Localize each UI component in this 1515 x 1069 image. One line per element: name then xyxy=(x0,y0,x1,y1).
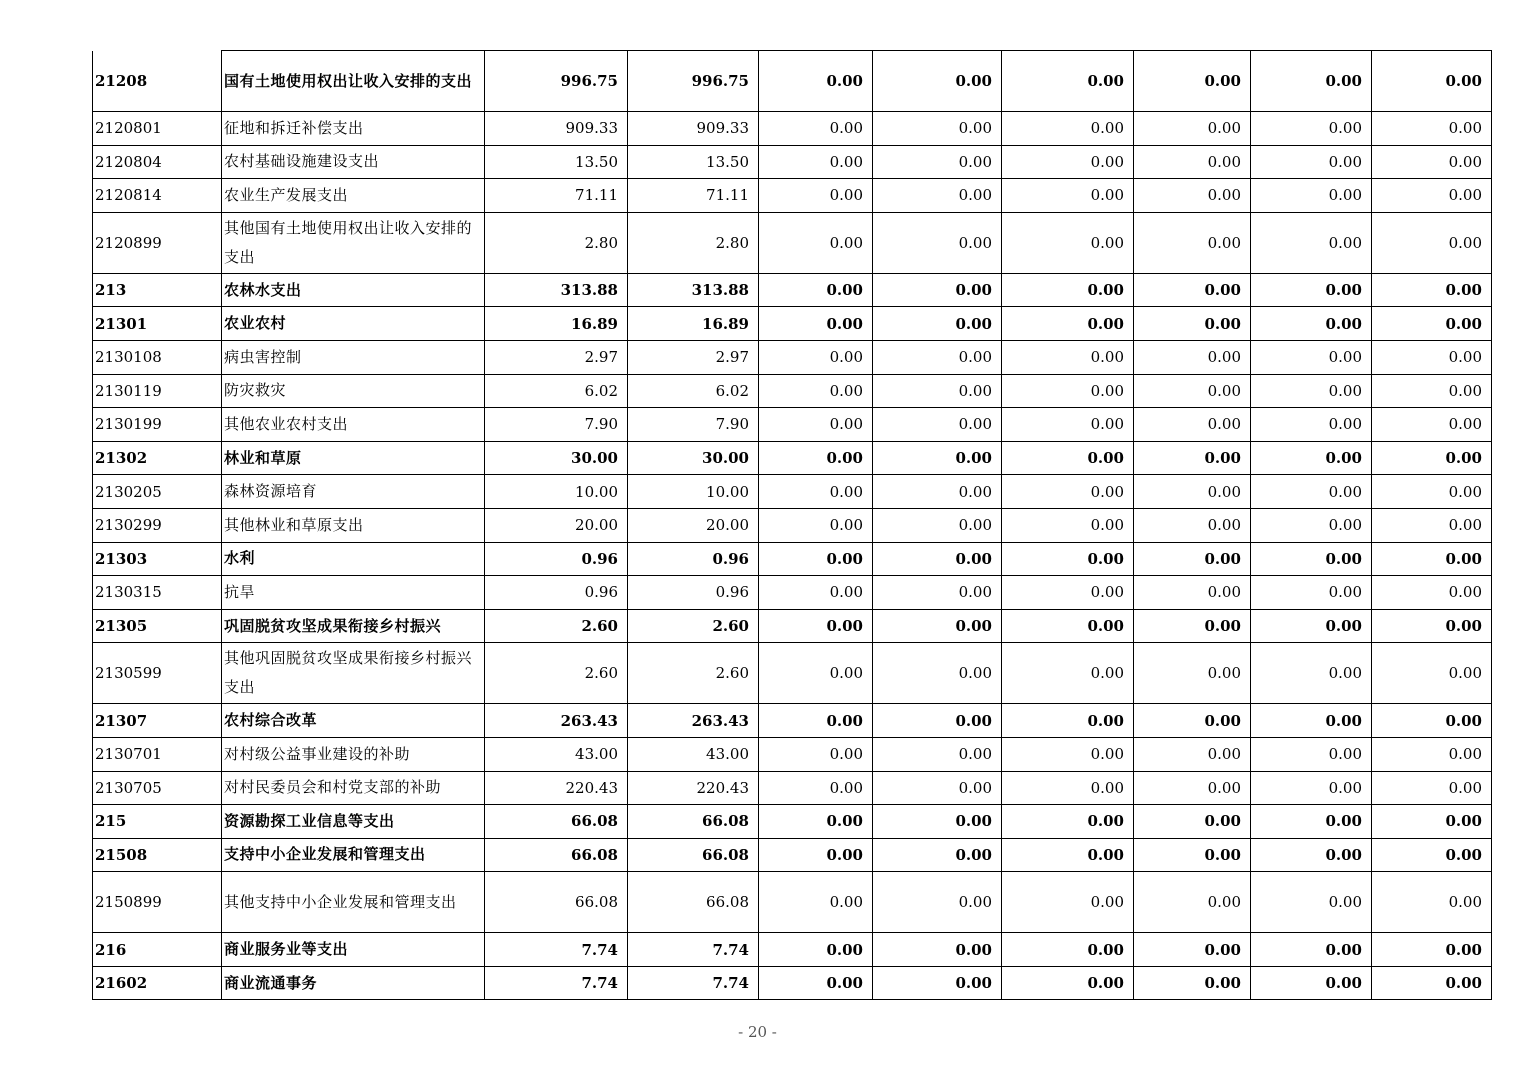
amount-cell-8: 0.00 xyxy=(1372,145,1492,179)
amount-cell-6: 0.00 xyxy=(1134,933,1251,967)
amount-cell-4: 0.00 xyxy=(873,273,1002,307)
subject-code-cell: 21301 xyxy=(93,307,222,341)
table-row xyxy=(93,872,1492,933)
amount-cell-8: 0.00 xyxy=(1372,609,1492,643)
table-row xyxy=(93,933,1492,967)
subject-code-cell: 2130701 xyxy=(93,737,222,771)
amount-cell-8: 0.00 xyxy=(1372,273,1492,307)
amount-cell-1: 2.97 xyxy=(485,340,628,374)
amount-cell-2: 909.33 xyxy=(628,112,759,146)
amount-cell-2: 7.90 xyxy=(628,408,759,442)
subject-name-cell: 抗旱 xyxy=(222,576,485,610)
amount-cell-3: 0.00 xyxy=(759,51,873,112)
table-body xyxy=(93,51,1492,1000)
subject-code-cell: 2120804 xyxy=(93,145,222,179)
amount-cell-3: 0.00 xyxy=(759,374,873,408)
amount-cell-4: 0.00 xyxy=(873,307,1002,341)
amount-cell-3: 0.00 xyxy=(759,212,873,273)
amount-cell-4: 0.00 xyxy=(873,643,1002,704)
amount-cell-6: 0.00 xyxy=(1134,737,1251,771)
amount-cell-3: 0.00 xyxy=(759,475,873,509)
amount-cell-8: 0.00 xyxy=(1372,51,1492,112)
amount-cell-4: 0.00 xyxy=(873,542,1002,576)
amount-cell-8: 0.00 xyxy=(1372,704,1492,738)
amount-cell-6: 0.00 xyxy=(1134,179,1251,213)
amount-cell-7: 0.00 xyxy=(1251,771,1372,805)
table-row xyxy=(93,542,1492,576)
amount-cell-3: 0.00 xyxy=(759,643,873,704)
subject-code-cell: 2130299 xyxy=(93,508,222,542)
amount-cell-5: 0.00 xyxy=(1002,212,1134,273)
amount-cell-2: 43.00 xyxy=(628,737,759,771)
amount-cell-3: 0.00 xyxy=(759,273,873,307)
budget-table xyxy=(92,50,1492,1000)
amount-cell-7: 0.00 xyxy=(1251,872,1372,933)
amount-cell-1: 909.33 xyxy=(485,112,628,146)
subject-code-cell: 21208 xyxy=(93,51,222,112)
amount-cell-5: 0.00 xyxy=(1002,475,1134,509)
amount-cell-4: 0.00 xyxy=(873,475,1002,509)
amount-cell-6: 0.00 xyxy=(1134,576,1251,610)
amount-cell-3: 0.00 xyxy=(759,966,873,1000)
table-row xyxy=(93,51,1492,112)
amount-cell-7: 0.00 xyxy=(1251,408,1372,442)
amount-cell-1: 7.74 xyxy=(485,966,628,1000)
amount-cell-7: 0.00 xyxy=(1251,112,1372,146)
amount-cell-3: 0.00 xyxy=(759,771,873,805)
subject-name-cell: 其他巩固脱贫攻坚成果衔接乡村振兴支出 xyxy=(222,643,485,704)
amount-cell-4: 0.00 xyxy=(873,441,1002,475)
amount-cell-5: 0.00 xyxy=(1002,340,1134,374)
table-row xyxy=(93,609,1492,643)
amount-cell-2: 220.43 xyxy=(628,771,759,805)
amount-cell-7: 0.00 xyxy=(1251,475,1372,509)
amount-cell-4: 0.00 xyxy=(873,872,1002,933)
subject-name-cell: 农业农村 xyxy=(222,307,485,341)
table-row xyxy=(93,576,1492,610)
amount-cell-1: 66.08 xyxy=(485,872,628,933)
amount-cell-4: 0.00 xyxy=(873,576,1002,610)
amount-cell-4: 0.00 xyxy=(873,112,1002,146)
amount-cell-5: 0.00 xyxy=(1002,737,1134,771)
amount-cell-5: 0.00 xyxy=(1002,872,1134,933)
table-row xyxy=(93,112,1492,146)
subject-name-cell: 资源勘探工业信息等支出 xyxy=(222,805,485,839)
amount-cell-3: 0.00 xyxy=(759,441,873,475)
subject-name-cell: 林业和草原 xyxy=(222,441,485,475)
amount-cell-8: 0.00 xyxy=(1372,643,1492,704)
amount-cell-7: 0.00 xyxy=(1251,508,1372,542)
amount-cell-4: 0.00 xyxy=(873,508,1002,542)
amount-cell-5: 0.00 xyxy=(1002,643,1134,704)
subject-code-cell: 2120814 xyxy=(93,179,222,213)
amount-cell-4: 0.00 xyxy=(873,212,1002,273)
amount-cell-2: 10.00 xyxy=(628,475,759,509)
page-number: - 20 - xyxy=(738,1023,777,1041)
amount-cell-6: 0.00 xyxy=(1134,771,1251,805)
amount-cell-8: 0.00 xyxy=(1372,307,1492,341)
amount-cell-2: 2.80 xyxy=(628,212,759,273)
subject-name-cell: 商业服务业等支出 xyxy=(222,933,485,967)
amount-cell-8: 0.00 xyxy=(1372,112,1492,146)
subject-name-cell: 其他农业农村支出 xyxy=(222,408,485,442)
amount-cell-2: 2.60 xyxy=(628,609,759,643)
amount-cell-1: 263.43 xyxy=(485,704,628,738)
subject-name-cell: 其他支持中小企业发展和管理支出 xyxy=(222,872,485,933)
amount-cell-4: 0.00 xyxy=(873,966,1002,1000)
amount-cell-1: 7.74 xyxy=(485,933,628,967)
amount-cell-1: 13.50 xyxy=(485,145,628,179)
amount-cell-3: 0.00 xyxy=(759,737,873,771)
amount-cell-7: 0.00 xyxy=(1251,179,1372,213)
amount-cell-8: 0.00 xyxy=(1372,408,1492,442)
amount-cell-3: 0.00 xyxy=(759,933,873,967)
subject-name-cell: 对村民委员会和村党支部的补助 xyxy=(222,771,485,805)
amount-cell-2: 7.74 xyxy=(628,933,759,967)
amount-cell-4: 0.00 xyxy=(873,609,1002,643)
amount-cell-4: 0.00 xyxy=(873,374,1002,408)
table-row xyxy=(93,408,1492,442)
amount-cell-5: 0.00 xyxy=(1002,704,1134,738)
subject-name-cell: 病虫害控制 xyxy=(222,340,485,374)
amount-cell-3: 0.00 xyxy=(759,179,873,213)
subject-name-cell: 对村级公益事业建设的补助 xyxy=(222,737,485,771)
amount-cell-5: 0.00 xyxy=(1002,145,1134,179)
amount-cell-5: 0.00 xyxy=(1002,609,1134,643)
amount-cell-6: 0.00 xyxy=(1134,838,1251,872)
amount-cell-8: 0.00 xyxy=(1372,179,1492,213)
amount-cell-6: 0.00 xyxy=(1134,643,1251,704)
amount-cell-1: 0.96 xyxy=(485,576,628,610)
table-row xyxy=(93,966,1492,1000)
amount-cell-1: 20.00 xyxy=(485,508,628,542)
amount-cell-1: 7.90 xyxy=(485,408,628,442)
amount-cell-6: 0.00 xyxy=(1134,112,1251,146)
amount-cell-1: 66.08 xyxy=(485,838,628,872)
subject-code-cell: 21303 xyxy=(93,542,222,576)
amount-cell-8: 0.00 xyxy=(1372,737,1492,771)
amount-cell-3: 0.00 xyxy=(759,340,873,374)
amount-cell-7: 0.00 xyxy=(1251,307,1372,341)
amount-cell-1: 66.08 xyxy=(485,805,628,839)
amount-cell-2: 16.89 xyxy=(628,307,759,341)
subject-code-cell: 2120801 xyxy=(93,112,222,146)
amount-cell-4: 0.00 xyxy=(873,771,1002,805)
amount-cell-5: 0.00 xyxy=(1002,441,1134,475)
amount-cell-5: 0.00 xyxy=(1002,112,1134,146)
subject-code-cell: 2130205 xyxy=(93,475,222,509)
amount-cell-2: 996.75 xyxy=(628,51,759,112)
amount-cell-2: 30.00 xyxy=(628,441,759,475)
subject-code-cell: 216 xyxy=(93,933,222,967)
amount-cell-3: 0.00 xyxy=(759,542,873,576)
amount-cell-1: 6.02 xyxy=(485,374,628,408)
amount-cell-1: 2.80 xyxy=(485,212,628,273)
subject-code-cell: 21302 xyxy=(93,441,222,475)
subject-name-cell: 征地和拆迁补偿支出 xyxy=(222,112,485,146)
amount-cell-4: 0.00 xyxy=(873,737,1002,771)
subject-name-cell: 农村基础设施建设支出 xyxy=(222,145,485,179)
amount-cell-1: 2.60 xyxy=(485,609,628,643)
amount-cell-3: 0.00 xyxy=(759,307,873,341)
amount-cell-2: 6.02 xyxy=(628,374,759,408)
amount-cell-2: 0.96 xyxy=(628,576,759,610)
amount-cell-4: 0.00 xyxy=(873,145,1002,179)
amount-cell-2: 7.74 xyxy=(628,966,759,1000)
amount-cell-6: 0.00 xyxy=(1134,805,1251,839)
amount-cell-1: 16.89 xyxy=(485,307,628,341)
amount-cell-1: 71.11 xyxy=(485,179,628,213)
amount-cell-8: 0.00 xyxy=(1372,542,1492,576)
amount-cell-5: 0.00 xyxy=(1002,307,1134,341)
amount-cell-5: 0.00 xyxy=(1002,771,1134,805)
subject-name-cell: 农业生产发展支出 xyxy=(222,179,485,213)
subject-code-cell: 2150899 xyxy=(93,872,222,933)
amount-cell-4: 0.00 xyxy=(873,933,1002,967)
subject-code-cell: 2130599 xyxy=(93,643,222,704)
amount-cell-6: 0.00 xyxy=(1134,212,1251,273)
amount-cell-7: 0.00 xyxy=(1251,542,1372,576)
amount-cell-4: 0.00 xyxy=(873,408,1002,442)
table-row xyxy=(93,475,1492,509)
table-row xyxy=(93,771,1492,805)
subject-name-cell: 其他林业和草原支出 xyxy=(222,508,485,542)
amount-cell-5: 0.00 xyxy=(1002,838,1134,872)
amount-cell-4: 0.00 xyxy=(873,805,1002,839)
amount-cell-6: 0.00 xyxy=(1134,374,1251,408)
amount-cell-4: 0.00 xyxy=(873,179,1002,213)
subject-name-cell: 其他国有土地使用权出让收入安排的支出 xyxy=(222,212,485,273)
amount-cell-7: 0.00 xyxy=(1251,805,1372,839)
amount-cell-8: 0.00 xyxy=(1372,212,1492,273)
amount-cell-3: 0.00 xyxy=(759,805,873,839)
amount-cell-6: 0.00 xyxy=(1134,542,1251,576)
amount-cell-3: 0.00 xyxy=(759,576,873,610)
amount-cell-4: 0.00 xyxy=(873,340,1002,374)
amount-cell-2: 263.43 xyxy=(628,704,759,738)
table-row xyxy=(93,179,1492,213)
amount-cell-8: 0.00 xyxy=(1372,933,1492,967)
amount-cell-3: 0.00 xyxy=(759,112,873,146)
amount-cell-1: 313.88 xyxy=(485,273,628,307)
amount-cell-2: 66.08 xyxy=(628,838,759,872)
amount-cell-6: 0.00 xyxy=(1134,408,1251,442)
amount-cell-6: 0.00 xyxy=(1134,704,1251,738)
amount-cell-8: 0.00 xyxy=(1372,966,1492,1000)
amount-cell-5: 0.00 xyxy=(1002,179,1134,213)
amount-cell-2: 66.08 xyxy=(628,872,759,933)
subject-code-cell: 215 xyxy=(93,805,222,839)
subject-code-cell: 2130315 xyxy=(93,576,222,610)
amount-cell-7: 0.00 xyxy=(1251,643,1372,704)
amount-cell-2: 2.97 xyxy=(628,340,759,374)
amount-cell-3: 0.00 xyxy=(759,609,873,643)
amount-cell-1: 2.60 xyxy=(485,643,628,704)
table-row xyxy=(93,145,1492,179)
amount-cell-8: 0.00 xyxy=(1372,576,1492,610)
amount-cell-7: 0.00 xyxy=(1251,737,1372,771)
table-row xyxy=(93,340,1492,374)
amount-cell-5: 0.00 xyxy=(1002,542,1134,576)
amount-cell-2: 0.96 xyxy=(628,542,759,576)
subject-code-cell: 2130119 xyxy=(93,374,222,408)
subject-code-cell: 21602 xyxy=(93,966,222,1000)
amount-cell-2: 313.88 xyxy=(628,273,759,307)
amount-cell-7: 0.00 xyxy=(1251,609,1372,643)
amount-cell-7: 0.00 xyxy=(1251,966,1372,1000)
subject-code-cell: 2130199 xyxy=(93,408,222,442)
amount-cell-1: 220.43 xyxy=(485,771,628,805)
amount-cell-8: 0.00 xyxy=(1372,508,1492,542)
subject-code-cell: 2130108 xyxy=(93,340,222,374)
subject-name-cell: 巩固脱贫攻坚成果衔接乡村振兴 xyxy=(222,609,485,643)
amount-cell-5: 0.00 xyxy=(1002,408,1134,442)
amount-cell-5: 0.00 xyxy=(1002,966,1134,1000)
amount-cell-7: 0.00 xyxy=(1251,273,1372,307)
amount-cell-6: 0.00 xyxy=(1134,441,1251,475)
amount-cell-3: 0.00 xyxy=(759,872,873,933)
subject-name-cell: 防灾救灾 xyxy=(222,374,485,408)
amount-cell-8: 0.00 xyxy=(1372,872,1492,933)
amount-cell-3: 0.00 xyxy=(759,704,873,738)
amount-cell-4: 0.00 xyxy=(873,838,1002,872)
amount-cell-6: 0.00 xyxy=(1134,273,1251,307)
amount-cell-8: 0.00 xyxy=(1372,374,1492,408)
table-row xyxy=(93,805,1492,839)
amount-cell-2: 13.50 xyxy=(628,145,759,179)
amount-cell-8: 0.00 xyxy=(1372,838,1492,872)
amount-cell-5: 0.00 xyxy=(1002,51,1134,112)
table-row xyxy=(93,643,1492,704)
amount-cell-2: 66.08 xyxy=(628,805,759,839)
amount-cell-6: 0.00 xyxy=(1134,966,1251,1000)
amount-cell-7: 0.00 xyxy=(1251,374,1372,408)
amount-cell-2: 20.00 xyxy=(628,508,759,542)
subject-code-cell: 21508 xyxy=(93,838,222,872)
amount-cell-2: 71.11 xyxy=(628,179,759,213)
amount-cell-1: 30.00 xyxy=(485,441,628,475)
amount-cell-3: 0.00 xyxy=(759,145,873,179)
amount-cell-6: 0.00 xyxy=(1134,145,1251,179)
subject-code-cell: 21307 xyxy=(93,704,222,738)
amount-cell-6: 0.00 xyxy=(1134,872,1251,933)
amount-cell-7: 0.00 xyxy=(1251,212,1372,273)
subject-code-cell: 213 xyxy=(93,273,222,307)
amount-cell-8: 0.00 xyxy=(1372,805,1492,839)
amount-cell-5: 0.00 xyxy=(1002,576,1134,610)
table-row xyxy=(93,704,1492,738)
amount-cell-6: 0.00 xyxy=(1134,51,1251,112)
amount-cell-6: 0.00 xyxy=(1134,475,1251,509)
amount-cell-5: 0.00 xyxy=(1002,805,1134,839)
amount-cell-7: 0.00 xyxy=(1251,704,1372,738)
amount-cell-8: 0.00 xyxy=(1372,340,1492,374)
table-row xyxy=(93,307,1492,341)
subject-code-cell: 2130705 xyxy=(93,771,222,805)
amount-cell-1: 10.00 xyxy=(485,475,628,509)
amount-cell-1: 0.96 xyxy=(485,542,628,576)
amount-cell-5: 0.00 xyxy=(1002,508,1134,542)
table-row xyxy=(93,737,1492,771)
table-row xyxy=(93,838,1492,872)
amount-cell-8: 0.00 xyxy=(1372,771,1492,805)
table-row xyxy=(93,212,1492,273)
subject-name-cell: 农村综合改革 xyxy=(222,704,485,738)
amount-cell-7: 0.00 xyxy=(1251,838,1372,872)
subject-code-cell: 2120899 xyxy=(93,212,222,273)
amount-cell-1: 996.75 xyxy=(485,51,628,112)
amount-cell-3: 0.00 xyxy=(759,508,873,542)
amount-cell-1: 43.00 xyxy=(485,737,628,771)
subject-name-cell: 支持中小企业发展和管理支出 xyxy=(222,838,485,872)
table-row xyxy=(93,374,1492,408)
amount-cell-2: 2.60 xyxy=(628,643,759,704)
amount-cell-7: 0.00 xyxy=(1251,51,1372,112)
amount-cell-3: 0.00 xyxy=(759,838,873,872)
amount-cell-7: 0.00 xyxy=(1251,576,1372,610)
amount-cell-4: 0.00 xyxy=(873,51,1002,112)
subject-code-cell: 21305 xyxy=(93,609,222,643)
amount-cell-6: 0.00 xyxy=(1134,307,1251,341)
amount-cell-8: 0.00 xyxy=(1372,441,1492,475)
subject-name-cell: 商业流通事务 xyxy=(222,966,485,1000)
amount-cell-4: 0.00 xyxy=(873,704,1002,738)
subject-name-cell: 水利 xyxy=(222,542,485,576)
amount-cell-6: 0.00 xyxy=(1134,340,1251,374)
amount-cell-5: 0.00 xyxy=(1002,374,1134,408)
amount-cell-5: 0.00 xyxy=(1002,933,1134,967)
subject-name-cell: 森林资源培育 xyxy=(222,475,485,509)
table-row xyxy=(93,441,1492,475)
amount-cell-3: 0.00 xyxy=(759,408,873,442)
amount-cell-7: 0.00 xyxy=(1251,340,1372,374)
table-row xyxy=(93,508,1492,542)
amount-cell-7: 0.00 xyxy=(1251,441,1372,475)
amount-cell-7: 0.00 xyxy=(1251,145,1372,179)
amount-cell-7: 0.00 xyxy=(1251,933,1372,967)
amount-cell-8: 0.00 xyxy=(1372,475,1492,509)
amount-cell-5: 0.00 xyxy=(1002,273,1134,307)
subject-name-cell: 国有土地使用权出让收入安排的支出 xyxy=(222,51,485,112)
subject-name-cell: 农林水支出 xyxy=(222,273,485,307)
amount-cell-6: 0.00 xyxy=(1134,508,1251,542)
table-row xyxy=(93,273,1492,307)
amount-cell-6: 0.00 xyxy=(1134,609,1251,643)
